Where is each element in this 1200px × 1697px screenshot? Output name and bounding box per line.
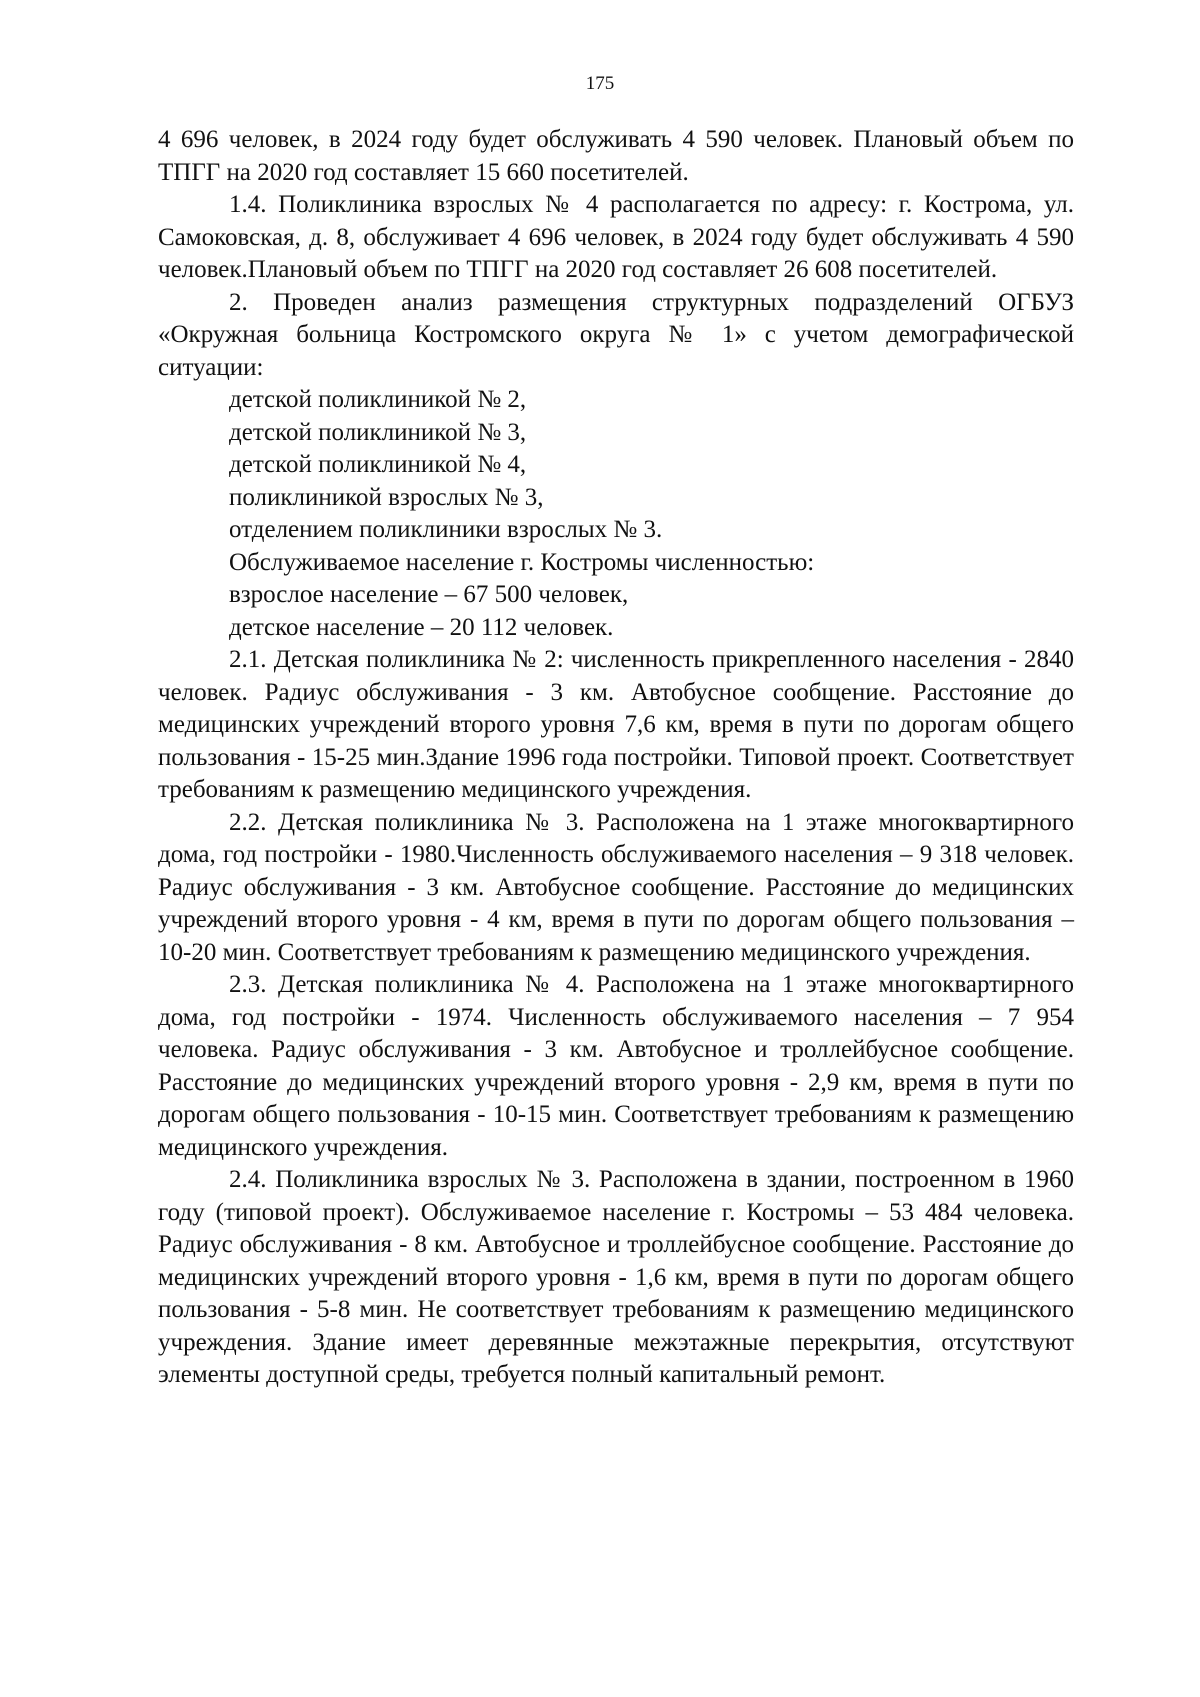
paragraph-2-2: 2.2. Детская поликлиника № 3. Расположена на 1 этаже многоквартирного дома, год постройки - 1980.Численность обслуживаемого населения – 9 318 человек. Радиус обслуживания - 3 км. Автобусное сообщение. Расстояние до медицинских учреждений второго уровня - 4 км, время в пути по дорогам общего пользования – 10-20 мин. Соответствует требованиям к размещению медицинского учреждения. [158,808,1074,966]
document-body [158,124,1074,1392]
paragraph-1-4: 1.4. Поликлиника взрослых № 4 располагается по адресу: г. Кострома, ул. Самоковская, д. 8, обслуживает 4 696 человек, в 2024 году будет обслуживать 4 590 человек.Плановый объем по ТПГГ на 2020 год составляет 26 608 посетителей. [158,191,1074,283]
subdivision-list [158,384,1074,644]
list-item: детской поликлиникой № 3, [229,418,527,446]
list-item: отделением поликлиники взрослых № 3. [229,516,663,543]
list-item: взрослое население – 67 500 человек, [229,581,629,608]
paragraph-2: 2. Проведен анализ размещения структурных подразделений ОГБУЗ «Окружная больница Костромского округа № 1» с учетом демографической ситуации: [158,288,1074,381]
paragraph-2-4: 2.4. Поликлиника взрослых № 3. Расположена в здании, построенном в 1960 году (типовой проект). Обслуживаемое население г. Костромы – 53 484 человека. Радиус обслуживания - 8 км. Автобусное и троллейбусное сообщение. Расстояние до медицинских учреждений второго уровня - 1,6 км, время в пути по дорогам общего пользования - 5-8 мин. Не соответствует требованиям к размещению медицинского учреждения. Здание имеет деревянные межэтажные перекрытия, отсутствуют элементы доступной среды, требуется полный капитальный ремонт. [158,1166,1074,1388]
list-item: Обслуживаемое население г. Костромы численностью: [229,548,815,576]
list-item: поликлиникой взрослых № 3, [229,483,544,511]
page-number: 175 [585,73,615,94]
list-item: детское население – 20 112 человек. [229,613,614,641]
paragraph-2-3: 2.3. Детская поликлиника № 4. Расположена на 1 этаже многоквартирного дома, год постройки - 1974. Численность обслуживаемого населения – 7 954 человека. Радиус обслуживания - 3 км. Автобусное и троллейбусное сообщение. Расстояние до медицинских учреждений второго уровня - 2,9 км, время в пути по дорогам общего пользования - 10-15 мин. Соответствует требованиям к размещению медицинского учреждения. [158,971,1074,1161]
list-item: детской поликлиникой № 4, [229,451,527,478]
paragraph-2-1: 2.1. Детская поликлиника № 2: численность прикрепленного населения - 2840 человек. Радиус обслуживания - 3 км. Автобусное сообщение. Расстояние до медицинских учреждений второго уровня 7,6 км, время в пути по дорогам общего пользования - 15-25 мин.Здание 1996 года постройки. Типовой проект. Соответствует требованиям к размещению медицинского учреждения. [158,646,1074,803]
list-item: детской поликлиникой № 2, [229,386,527,413]
paragraph-continuation: 4 696 человек, в 2024 году будет обслуживать 4 590 человек. Плановый объем по ТПГГ на 2020 год составляет 15 660 посетителей. [158,126,1074,186]
